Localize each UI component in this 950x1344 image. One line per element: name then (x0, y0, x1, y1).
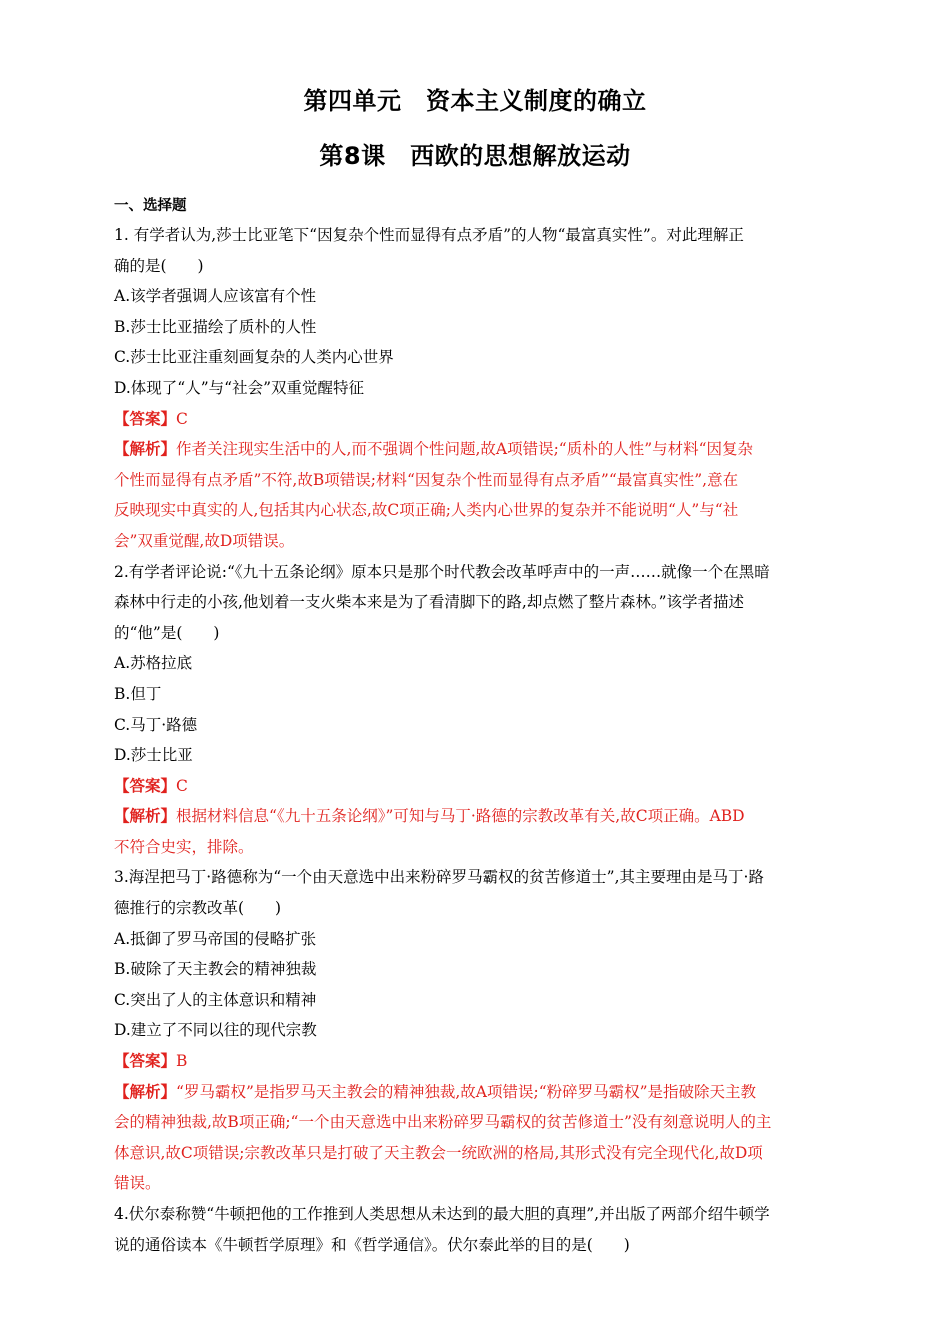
option-a: A.苏格拉底 (114, 654, 193, 673)
question-3 (114, 862, 836, 1199)
analysis-line: 错误。 (114, 1174, 161, 1193)
question-stem-line: 3.海涅把马丁·路德称为“一个由天意选中出来粉碎罗马霸权的贫苦修道士”,其主要理由是马丁·路 (114, 868, 764, 887)
question-stem-line: 德推行的宗教改革( ) (114, 899, 282, 918)
answer-tag: 【答案】 (114, 1051, 177, 1071)
answer-line (114, 771, 836, 802)
analysis-line: 不符合史实，排除。 (114, 837, 254, 856)
analysis-text: “罗马霸权”是指罗马天主教会的精神独裁,故A项错误;“粉碎罗马霸权”是指破除天主教 (176, 1082, 757, 1101)
question-stem-line: 的“他”是( ) (114, 623, 220, 642)
section-title: 一、选择题 (114, 198, 187, 214)
question-1 (114, 220, 836, 557)
option-a: A.抵御了罗马帝国的侵略扩张 (114, 929, 317, 948)
question-stem-line: 2.有学者评论说:“《九十五条论纲》原本只是那个时代教会改革呼声中的一声……就像一个在黑暗 (114, 562, 770, 581)
analysis-line: 会”双重觉醒,故D项错误。 (114, 531, 295, 550)
analysis-line: 体意识,故C项错误;宗教改革只是打破了天主教会一统欧洲的格局,其形式没有完全现代化,故D项 (114, 1143, 763, 1162)
unit-title: 第四单元 资本主义制度的确立 (303, 87, 647, 115)
answer-tag: 【答案】 (114, 408, 177, 428)
option-c: C.莎士比亚注重刻画复杂的人类内心世界 (114, 348, 394, 367)
option-c: C.马丁·路德 (114, 715, 198, 734)
question-2 (114, 557, 836, 863)
option-b: B.破除了天主教会的精神独裁 (114, 960, 317, 979)
answer-line (114, 1046, 836, 1077)
question-stem-line: 确的是( ) (114, 256, 204, 275)
analysis-line: 反映现实中真实的人,包括其内心状态,故C项正确;人类内心世界的复杂并不能说明“人”与“社 (114, 501, 739, 520)
content-body (114, 192, 836, 1260)
option-a: A.该学者强调人应该富有个性 (114, 287, 317, 306)
analysis-tag: 【解析】 (114, 439, 177, 459)
option-d: D.体现了“人”与“社会”双重觉醒特征 (114, 378, 364, 397)
question-stem-line: 1. 有学者认为,莎士比亚笔下“因复杂个性而显得有点矛盾”的人物“最富真实性”。对此理解正 (114, 226, 744, 244)
analysis-line: 会的精神独裁,故B项正确;“一个由天意选中出来粉碎罗马霸权的贫苦修道士”没有刻意说明人的主 (114, 1113, 772, 1132)
answer-value: B (176, 1052, 188, 1071)
analysis-line (114, 434, 836, 465)
question-stem-line: 4.伏尔泰称赞“牛顿把他的工作推到人类思想从未达到的最大胆的真理”,并出版了两部介绍牛顿学 (114, 1205, 770, 1223)
lesson-title: 第8课 西欧的思想解放运动 (319, 142, 631, 170)
question-stem-line: 森林中行走的小孩,他划着一支火柴本来是为了看清脚下的路,却点燃了整片森林。”该学者描述 (114, 593, 745, 612)
answer-line (114, 404, 836, 435)
option-d: D.建立了不同以往的现代宗教 (114, 1021, 317, 1040)
analysis-text: 作者关注现实生活中的人,而不强调个性问题,故A项错误;“质朴的人性”与材料“因复杂 (176, 440, 754, 459)
analysis-line: 个性而显得有点矛盾”不符,故B项错误;材料“因复杂个性而显得有点矛盾”“最富真实性”,意在 (114, 470, 739, 489)
question-stem-line: 说的通俗读本《牛顿哲学原理》和《哲学通信》。伏尔泰此举的目的是( ) (114, 1235, 630, 1254)
analysis-tag: 【解析】 (114, 1081, 177, 1101)
analysis-tag: 【解析】 (114, 806, 177, 826)
answer-value: C (176, 776, 188, 795)
answer-tag: 【答案】 (114, 775, 177, 795)
option-d: D.莎士比亚 (114, 746, 193, 765)
analysis-line (114, 801, 836, 832)
analysis-text: 根据材料信息“《九十五条论纲》”可知与马丁·路德的宗教改革有关,故C项正确。ABD (176, 807, 745, 826)
answer-value: C (176, 409, 188, 428)
option-b: B.莎士比亚描绘了质朴的人性 (114, 317, 317, 336)
analysis-line (114, 1077, 836, 1108)
option-c: C.突出了人的主体意识和精神 (114, 990, 317, 1009)
option-b: B.但丁 (114, 684, 162, 703)
question-4 (114, 1199, 836, 1260)
